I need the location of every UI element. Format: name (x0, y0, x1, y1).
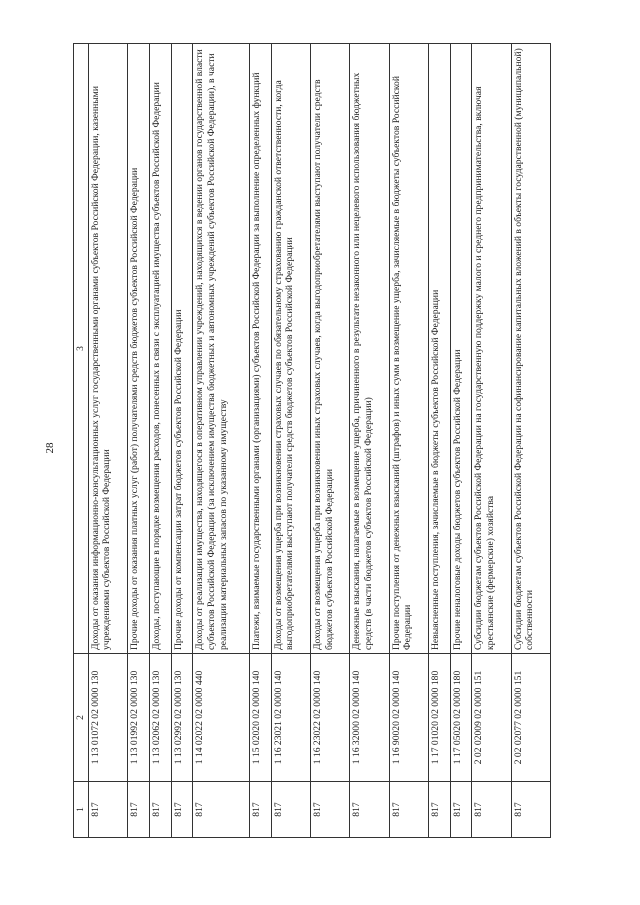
table-row (428, 44, 450, 838)
admin-code-cell: 817 (350, 782, 389, 838)
revenue-name-cell: Субсидии бюджетам субъектов Российской Федерации на государственную поддержку малого и среднего предпринимательства, включая крестьянские (фермерские) хозяйства (472, 44, 511, 654)
revenue-name-cell: Доходы от реализации имущества, находящегося в оперативном управлении учреждений, находящихся в ведении органов государственной власти субъектов Российской Федерации (за исключением имущества бюджетных и автономных учреждений субъектов Российской Федерации), в части реализации материальных запасов по указанному имуществу (193, 44, 250, 654)
revenue-name-cell: Доходы от возмещения ущерба при возникновении иных страховых случаев, когда выгодоприобретателями выступают получатели средств бюджетов субъектов Российской Федерации (311, 44, 350, 654)
revenue-name-cell: Доходы, поступающие в порядке возмещения расходов, понесенных в связи с эксплуатацией имущества субъектов Российской Федерации (149, 44, 171, 654)
page-number: 28 (44, 442, 56, 454)
table-row (450, 44, 472, 838)
revenue-name-cell: Денежные взыскания, налагаемые в возмещение ущерба, причиненного в результате незаконного или нецелевого использования бюджетных средств (в части бюджетов субъектов Российской Федерации) (350, 44, 389, 654)
admin-code-cell: 817 (472, 782, 511, 838)
admin-code-cell: 817 (88, 782, 127, 838)
budget-code-cell: 2 02 02009 02 0000 151 (472, 654, 511, 782)
table-row (389, 44, 428, 838)
table-row (271, 44, 310, 838)
revenue-name-cell: Платежи, взимаемые государственными органами (организациями) субъектов Российской Федерации за выполнение определенных функций (249, 44, 271, 654)
table-row (350, 44, 389, 838)
table-row (249, 44, 271, 838)
budget-code-cell: 1 16 23022 02 0000 140 (311, 654, 350, 782)
admin-code-cell: 817 (511, 782, 550, 838)
admin-code-cell: 817 (428, 782, 450, 838)
admin-code-cell: 817 (127, 782, 149, 838)
budget-code-cell: 1 13 01072 02 0000 130 (88, 654, 127, 782)
budget-code-cell: 1 16 32000 02 0000 140 (350, 654, 389, 782)
admin-code-cell: 817 (311, 782, 350, 838)
table-row (311, 44, 350, 838)
revenue-name-cell: Невыясненные поступления, зачисляемые в бюджеты субъектов Российской Федерации (428, 44, 450, 654)
budget-code-cell: 1 14 02022 02 0000 440 (193, 654, 250, 782)
admin-code-cell: 817 (149, 782, 171, 838)
budget-code-cell: 1 13 02992 02 0000 130 (171, 654, 193, 782)
table-row (511, 44, 550, 838)
budget-code-cell: 1 16 90020 02 0000 140 (389, 654, 428, 782)
revenue-name-cell: Доходы от оказания информационно-консультационных услуг государственными органами субъектов Российской Федерации, казенными учреждениями субъектов Российской Федерации (88, 44, 127, 654)
budget-code-cell: 1 15 02020 02 0000 140 (249, 654, 271, 782)
table-row (149, 44, 171, 838)
header-col-2: 2 (74, 654, 89, 782)
budget-code-cell: 2 02 02077 02 0000 151 (511, 654, 550, 782)
rotated-table-container (73, 44, 551, 838)
budget-code-cell: 1 17 05020 02 0000 180 (450, 654, 472, 782)
table-row (171, 44, 193, 838)
table-header-row (74, 44, 89, 838)
admin-code-cell: 817 (193, 782, 250, 838)
table-row (472, 44, 511, 838)
admin-code-cell: 817 (271, 782, 310, 838)
revenue-codes-table (73, 43, 551, 838)
budget-code-cell: 1 16 23021 02 0000 140 (271, 654, 310, 782)
admin-code-cell: 817 (249, 782, 271, 838)
admin-code-cell: 817 (171, 782, 193, 838)
budget-code-cell: 1 13 02062 02 0000 130 (149, 654, 171, 782)
table-body (88, 44, 550, 838)
budget-code-cell: 1 13 01992 02 0000 130 (127, 654, 149, 782)
admin-code-cell: 817 (450, 782, 472, 838)
table-row (88, 44, 127, 838)
revenue-name-cell: Прочие неналоговые доходы бюджетов субъектов Российской Федерации (450, 44, 472, 654)
revenue-name-cell: Прочие доходы от оказания платных услуг (работ) получателями средств бюджетов субъектов Российской Федерации (127, 44, 149, 654)
table-row (193, 44, 250, 838)
revenue-name-cell: Прочие поступления от денежных взысканий (штрафов) и иных сумм в возмещение ущерба, зачисляемые в бюджеты субъектов Российской Федерации (389, 44, 428, 654)
header-col-3: 3 (74, 44, 89, 654)
budget-code-cell: 1 17 01020 02 0000 180 (428, 654, 450, 782)
revenue-name-cell: Субсидии бюджетам субъектов Российской Федерации на софинансирование капитальных вложений в объекты государственной (муниципальной) собственности (511, 44, 550, 654)
admin-code-cell: 817 (389, 782, 428, 838)
revenue-name-cell: Доходы от возмещения ущерба при возникновении страховых случаев по обязательному страхованию гражданской ответственности, когда выгодоприобретателями выступают получатели средств бюджетов субъектов Российской Федерации (271, 44, 310, 654)
header-col-1: 1 (74, 782, 89, 838)
table-row (127, 44, 149, 838)
revenue-name-cell: Прочие доходы от компенсации затрат бюджетов субъектов Российской Федерации (171, 44, 193, 654)
